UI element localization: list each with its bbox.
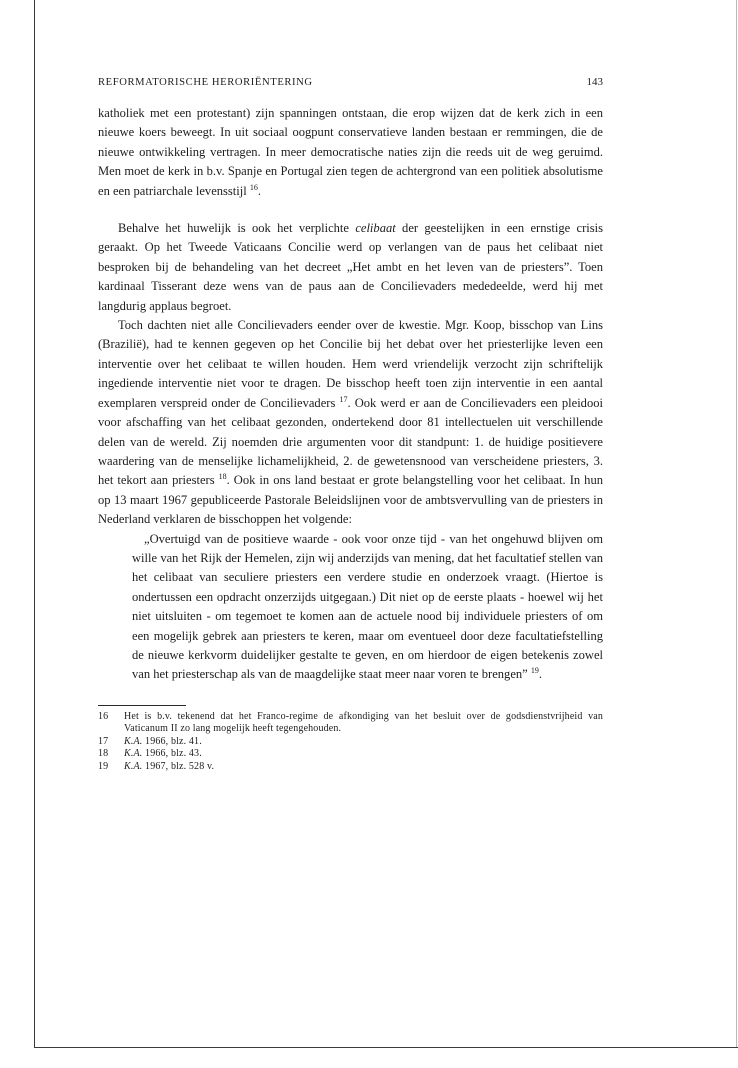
paragraph-3-part1: Toch dachten niet alle Concilievaders eender over de kwestie. Mgr. Koop, bisschop van Lins (Brazilië), had te kennen gegeven op het Concilie bij het debat over het priesterlijke leven een interventie over het celibaat te willen houden. Hem werd vriendelijk verzocht zijn schriftelijk ingediende interventie niet voor te dragen. De bisschop heeft toen zijn interventie in een aantal exemplaren verspreid onder de Concilievaders	[98, 318, 603, 410]
footnotes	[98, 711, 603, 774]
page-number: 143	[586, 76, 603, 88]
footnote-number: 17	[98, 735, 109, 747]
block-quote	[98, 530, 603, 685]
footnote-text	[124, 736, 603, 749]
footnote-text: Het is b.v. tekenend dat het Franco-regime de afkondiging van het besluit over de godsdienstvrijheid van Vaticanum II zo lang mogelijk heeft tegengehouden.	[124, 710, 603, 735]
footnote-citation: 1966, blz. 43.	[142, 748, 202, 760]
footnote-citation: 1967, blz. 528 v.	[142, 760, 215, 772]
emphasis-celibaat: celibaat	[355, 221, 396, 236]
quote-text: „Overtuigd van de positieve waarde - ook voor onze tijd - van het ongehuwd blijven om wille van het Rijk der Hemelen, zijn wij anderzijds van mening, dat het facultatief stellen van het celibaat van seculiere priesters een verdere studie en onderzoek vraagt. (Hiertoe is ondertussen een opdracht onzerzijds uitgegaan.) Dit niet op de eerste plaats - hoewel wij het niet uitsluiten - om tegemoet te komen aan de actuele nood bij individuele priesters of om een mogelijk gebrek aan priesters te keren, maar om eventueel door deze facultatiefstelling de nieuwe kerkvorm duidelijker gestalte te geven, en om hierdoor de eigen betekenis zowel van het priesterschap als van de maagdelijke staat meer naar voren te brengen”	[132, 531, 603, 682]
footnote-ref-17: 17	[339, 394, 348, 404]
footnote-citation: 1966, blz. 41.	[142, 735, 202, 747]
footnote-source: K.A.	[124, 748, 143, 760]
paragraph-1-text: katholiek met een protestant) zijn spanningen ontstaan, die erop wijzen dat de kerk zich in een nieuwe koers beweegt. In uit sociaal oogpunt conservatieve landen bestaan er remmingen, die de nieuwe ontwikkeling vertragen. In meer democratische naties zijn die reeds uit de weg geruimd. Men moet de kerk in b.v. Spanje en Portugal zien tegen de achtergrond van een politiek absolutisme en een patriarchale levensstijl	[98, 106, 603, 198]
footnote-text	[124, 748, 603, 761]
paragraph-3-part2: . Ook werd er aan de Concilievaders een pleidooi voor afschaffing van het celibaat gezonden, ondertekend door 81 intellectuelen uit verschillende delen van de wereld. Zij noemden drie argumenten voor dit standpunt: 1. de huidige positievere waardering van de menselijke lichamelijkheid, 2. de gewetensnood van verscheidene priesters, 3. het tekort aan priesters	[98, 395, 603, 488]
paragraph-1	[98, 104, 603, 201]
footnote-source: K.A.	[124, 760, 143, 772]
paragraph-2-after: der geestelijken in een ernstige crisis geraakt. Op het Tweede Vaticaans Concilie werd op verlangen van de paus het celibaat niet besproken bij de behandeling van het decreet „Het ambt en het leven van de priesters”. Toen kardinaal Tisserant deze wens van de paus aan de Concilievaders mededeelde, werd hij met langdurig applaus begroet.	[98, 221, 604, 313]
scan-border-right	[736, 0, 737, 1048]
body-text	[98, 104, 603, 685]
footnote-number: 19	[98, 760, 109, 772]
footnote-text	[124, 761, 603, 774]
paragraph-3-part3: . Ook in ons land bestaat er grote belangstelling voor het celibaat. In hun op 13 maart 1967 gepubliceerde Pastorale Beleidslijnen voor de ambtsvervulling van de priesters in Nederland verklaren de bisschoppen het volgende:	[98, 473, 603, 527]
footnote-ref-18: 18	[218, 472, 227, 482]
quote-paragraph	[132, 530, 603, 685]
footnote-rule	[98, 705, 186, 706]
paragraph-1-tail: .	[257, 183, 262, 198]
scan-border-bottom	[34, 1047, 738, 1048]
paragraph-2-before: Behalve het huwelijk is ook het verplichte	[118, 221, 356, 236]
paragraph-2	[98, 219, 603, 316]
footnote-ref-19: 19	[530, 666, 539, 676]
paragraph-3	[98, 316, 603, 529]
footnote-18	[98, 748, 603, 761]
footnote-16	[98, 711, 603, 736]
footnote-19	[98, 761, 603, 774]
scan-border-left	[34, 0, 35, 1048]
footnote-source: K.A.	[124, 735, 143, 747]
book-page	[98, 76, 603, 773]
running-head	[98, 76, 603, 92]
quote-tail: .	[538, 667, 543, 682]
running-title: REFORMATORISCHE HERORIËNTERING	[98, 77, 313, 88]
footnote-ref-16: 16	[249, 182, 258, 192]
footnote-number: 16	[98, 710, 109, 722]
footnote-17	[98, 736, 603, 749]
footnote-number: 18	[98, 748, 109, 760]
